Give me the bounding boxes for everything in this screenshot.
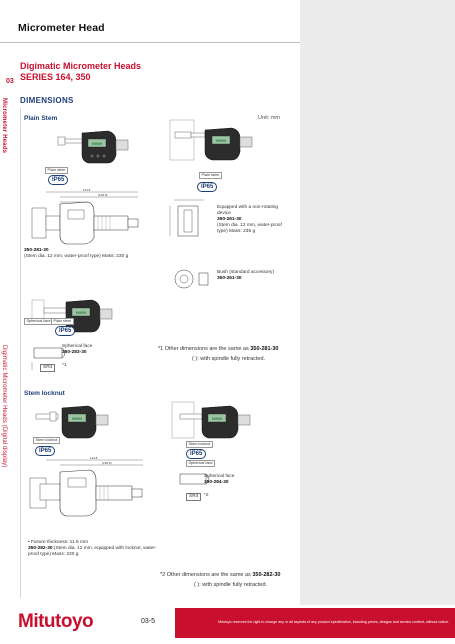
note-2: *2 Other dimensions are the same as 350-282-30 <box>160 572 281 578</box>
svg-text:00000: 00000 <box>211 418 223 422</box>
chapter-number: 03 <box>6 78 14 85</box>
plain-stem-dimension-drawing <box>28 186 158 256</box>
stem-locknut-title: Stem locknut <box>24 390 65 397</box>
page-title: Micrometer Head <box>18 22 105 34</box>
sr4-label-2: SR4 <box>186 493 201 501</box>
section-title: DIMENSIONS <box>20 96 74 105</box>
ip65-badge: IP65 <box>48 175 68 185</box>
mitutoyo-logo: Mitutoyo <box>18 611 94 632</box>
sidebar-label-secondary: Digimatic Micrometer Heads (Digital display) <box>1 345 7 468</box>
svg-text:00000: 00000 <box>215 140 227 144</box>
product-title-line1: Digimatic Micrometer Heads <box>20 61 142 71</box>
footer-disclaimer: Mitutoyo reserves the right to change any or all aspects of any product specification, including prices, designs and service content, without notice. <box>218 620 449 624</box>
tag-spherical-face-2: Spherical face <box>186 460 215 467</box>
product-heading <box>20 61 141 83</box>
tag-plain-stem: Plain stem <box>45 167 68 174</box>
note-ref-2: *2 <box>204 493 209 498</box>
micrometer-spherical-face-drawing <box>30 296 130 336</box>
spherical-face-caption-2: Spherical face 350-284-30 <box>204 474 235 485</box>
bush-drawing <box>172 265 212 293</box>
svg-text:114.8: 114.8 <box>90 456 98 460</box>
note-1: *1 Other dimensions are the same as 350-281-30 <box>158 346 279 352</box>
unit-label: Unit: mm <box>258 115 280 121</box>
ip65-badge-2: IP65 <box>197 182 217 192</box>
locknut-dimension-drawing <box>28 456 163 528</box>
title-divider <box>0 42 300 43</box>
ip65-badge-5: IP65 <box>186 449 206 459</box>
note-1-bracket: ( ): with spindle fully retracted. <box>192 356 266 362</box>
spherical-face-caption: Spherical face 350-283-30 <box>62 344 93 355</box>
page-number: 03-5 <box>141 618 156 625</box>
plain-stem-title: Plain Stem <box>24 115 58 122</box>
ip65-badge-3: IP65 <box>55 326 75 336</box>
svg-text:(138.8): (138.8) <box>98 193 108 197</box>
tag-plain-stem-2: Plain stem <box>199 172 222 179</box>
plain-stem-caption: 350-281-30 (Stem dia. 12 mm, water-proof type) Mass: 230 g <box>24 248 129 259</box>
locknut-caption: • Fixture thickness: 11.5 mm 350-282-30:(Stem dia. 12 mm, equipped with locknut, water-proof type) Mass: 230 g <box>28 540 157 557</box>
micrometer-non-rotating-front-drawing <box>170 120 280 175</box>
note-ref-1: *1 <box>62 363 67 368</box>
sidebar-label-primary: Micrometer Heads <box>1 98 7 154</box>
tag-spherical-face: Spherical face <box>24 318 53 325</box>
right-gray-panel <box>300 0 455 605</box>
sr4-label: SR4 <box>40 364 55 372</box>
non-rotating-caption: Equipped with a non-rotating device 350-261-30 (Stem dia. 12 mm, water-proof type) Mass: 235 g <box>217 205 282 234</box>
micrometer-locknut-front-drawing <box>30 402 130 442</box>
tag-stem-locknut-2: Stem locknut <box>186 441 213 448</box>
tag-stem-locknut: Stem locknut <box>33 437 60 444</box>
note-2-bracket: ( ): with spindle fully retracted. <box>194 582 268 588</box>
bush-caption: Bush (standard accessory) 350-261-30 <box>217 270 275 281</box>
svg-text:00000: 00000 <box>75 312 87 316</box>
tag-plain-stem-3: Plain stem <box>51 318 74 325</box>
svg-text:114.8: 114.8 <box>83 188 91 192</box>
ip65-badge-4: IP65 <box>35 446 55 456</box>
svg-text:00000: 00000 <box>71 418 83 422</box>
product-title-line2: SERIES 164, 350 <box>20 72 91 82</box>
svg-text:(138.8): (138.8) <box>102 461 112 465</box>
non-rotating-dimension-drawing <box>164 196 214 246</box>
svg-text:00000: 00000 <box>91 143 103 147</box>
